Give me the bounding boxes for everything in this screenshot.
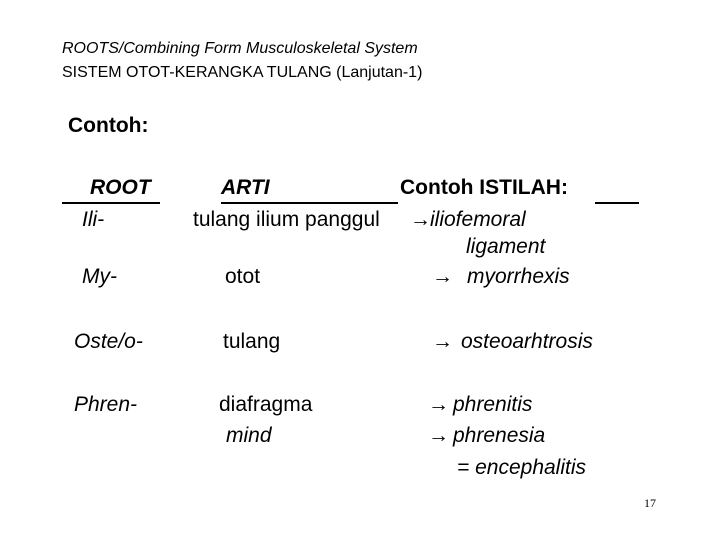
arrow-right-icon: →: [428, 424, 449, 447]
row-ili-istilah-line-1: iliofemoral: [430, 208, 526, 231]
slide-title-line-2: SISTEM OTOT-KERANGKA TULANG (Lanjutan-1): [62, 64, 423, 81]
row-oste-arti: tulang: [223, 330, 281, 353]
arrow-right-icon: →: [432, 330, 453, 353]
row-my-root: My-: [82, 265, 117, 288]
row-my-istilah: myorrhexis: [467, 265, 570, 288]
row-phren-arti-line-1: diafragma: [219, 393, 313, 416]
contoh-label: Contoh:: [68, 114, 149, 137]
row-oste-root: Oste/o-: [74, 330, 143, 353]
row-ili-istilah-line-2: ligament: [466, 235, 546, 258]
header-root: ROOT: [90, 176, 151, 199]
header-underline-arti: [221, 202, 398, 204]
slide-title-line-1: ROOTS/Combining Form Musculoskeletal System: [62, 40, 418, 57]
row-phren-istilah-line-2: phrenesia: [453, 424, 546, 447]
arrow-right-icon: →: [410, 208, 431, 231]
arrow-right-icon: →: [428, 393, 449, 416]
header-contoh-istilah: Contoh ISTILAH:: [400, 176, 568, 199]
row-phren-istilah-line-1: phrenitis: [453, 393, 533, 416]
row-my-arti: otot: [225, 265, 261, 288]
header-underline-root: [62, 202, 160, 204]
row-ili-arti: tulang ilium panggul: [193, 208, 380, 231]
row-phren-root: Phren-: [74, 393, 138, 416]
row-oste-istilah: osteoarhtrosis: [461, 330, 593, 353]
page-number: 17: [644, 496, 656, 510]
row-phren-istilah-line-3: = encephalitis: [457, 456, 587, 479]
arrow-right-icon: →: [432, 265, 453, 288]
header-underline-istilah: [595, 202, 639, 204]
header-arti: ARTI: [221, 176, 270, 199]
row-phren-arti-line-2: mind: [226, 424, 272, 447]
row-ili-root: Ili-: [82, 208, 105, 231]
